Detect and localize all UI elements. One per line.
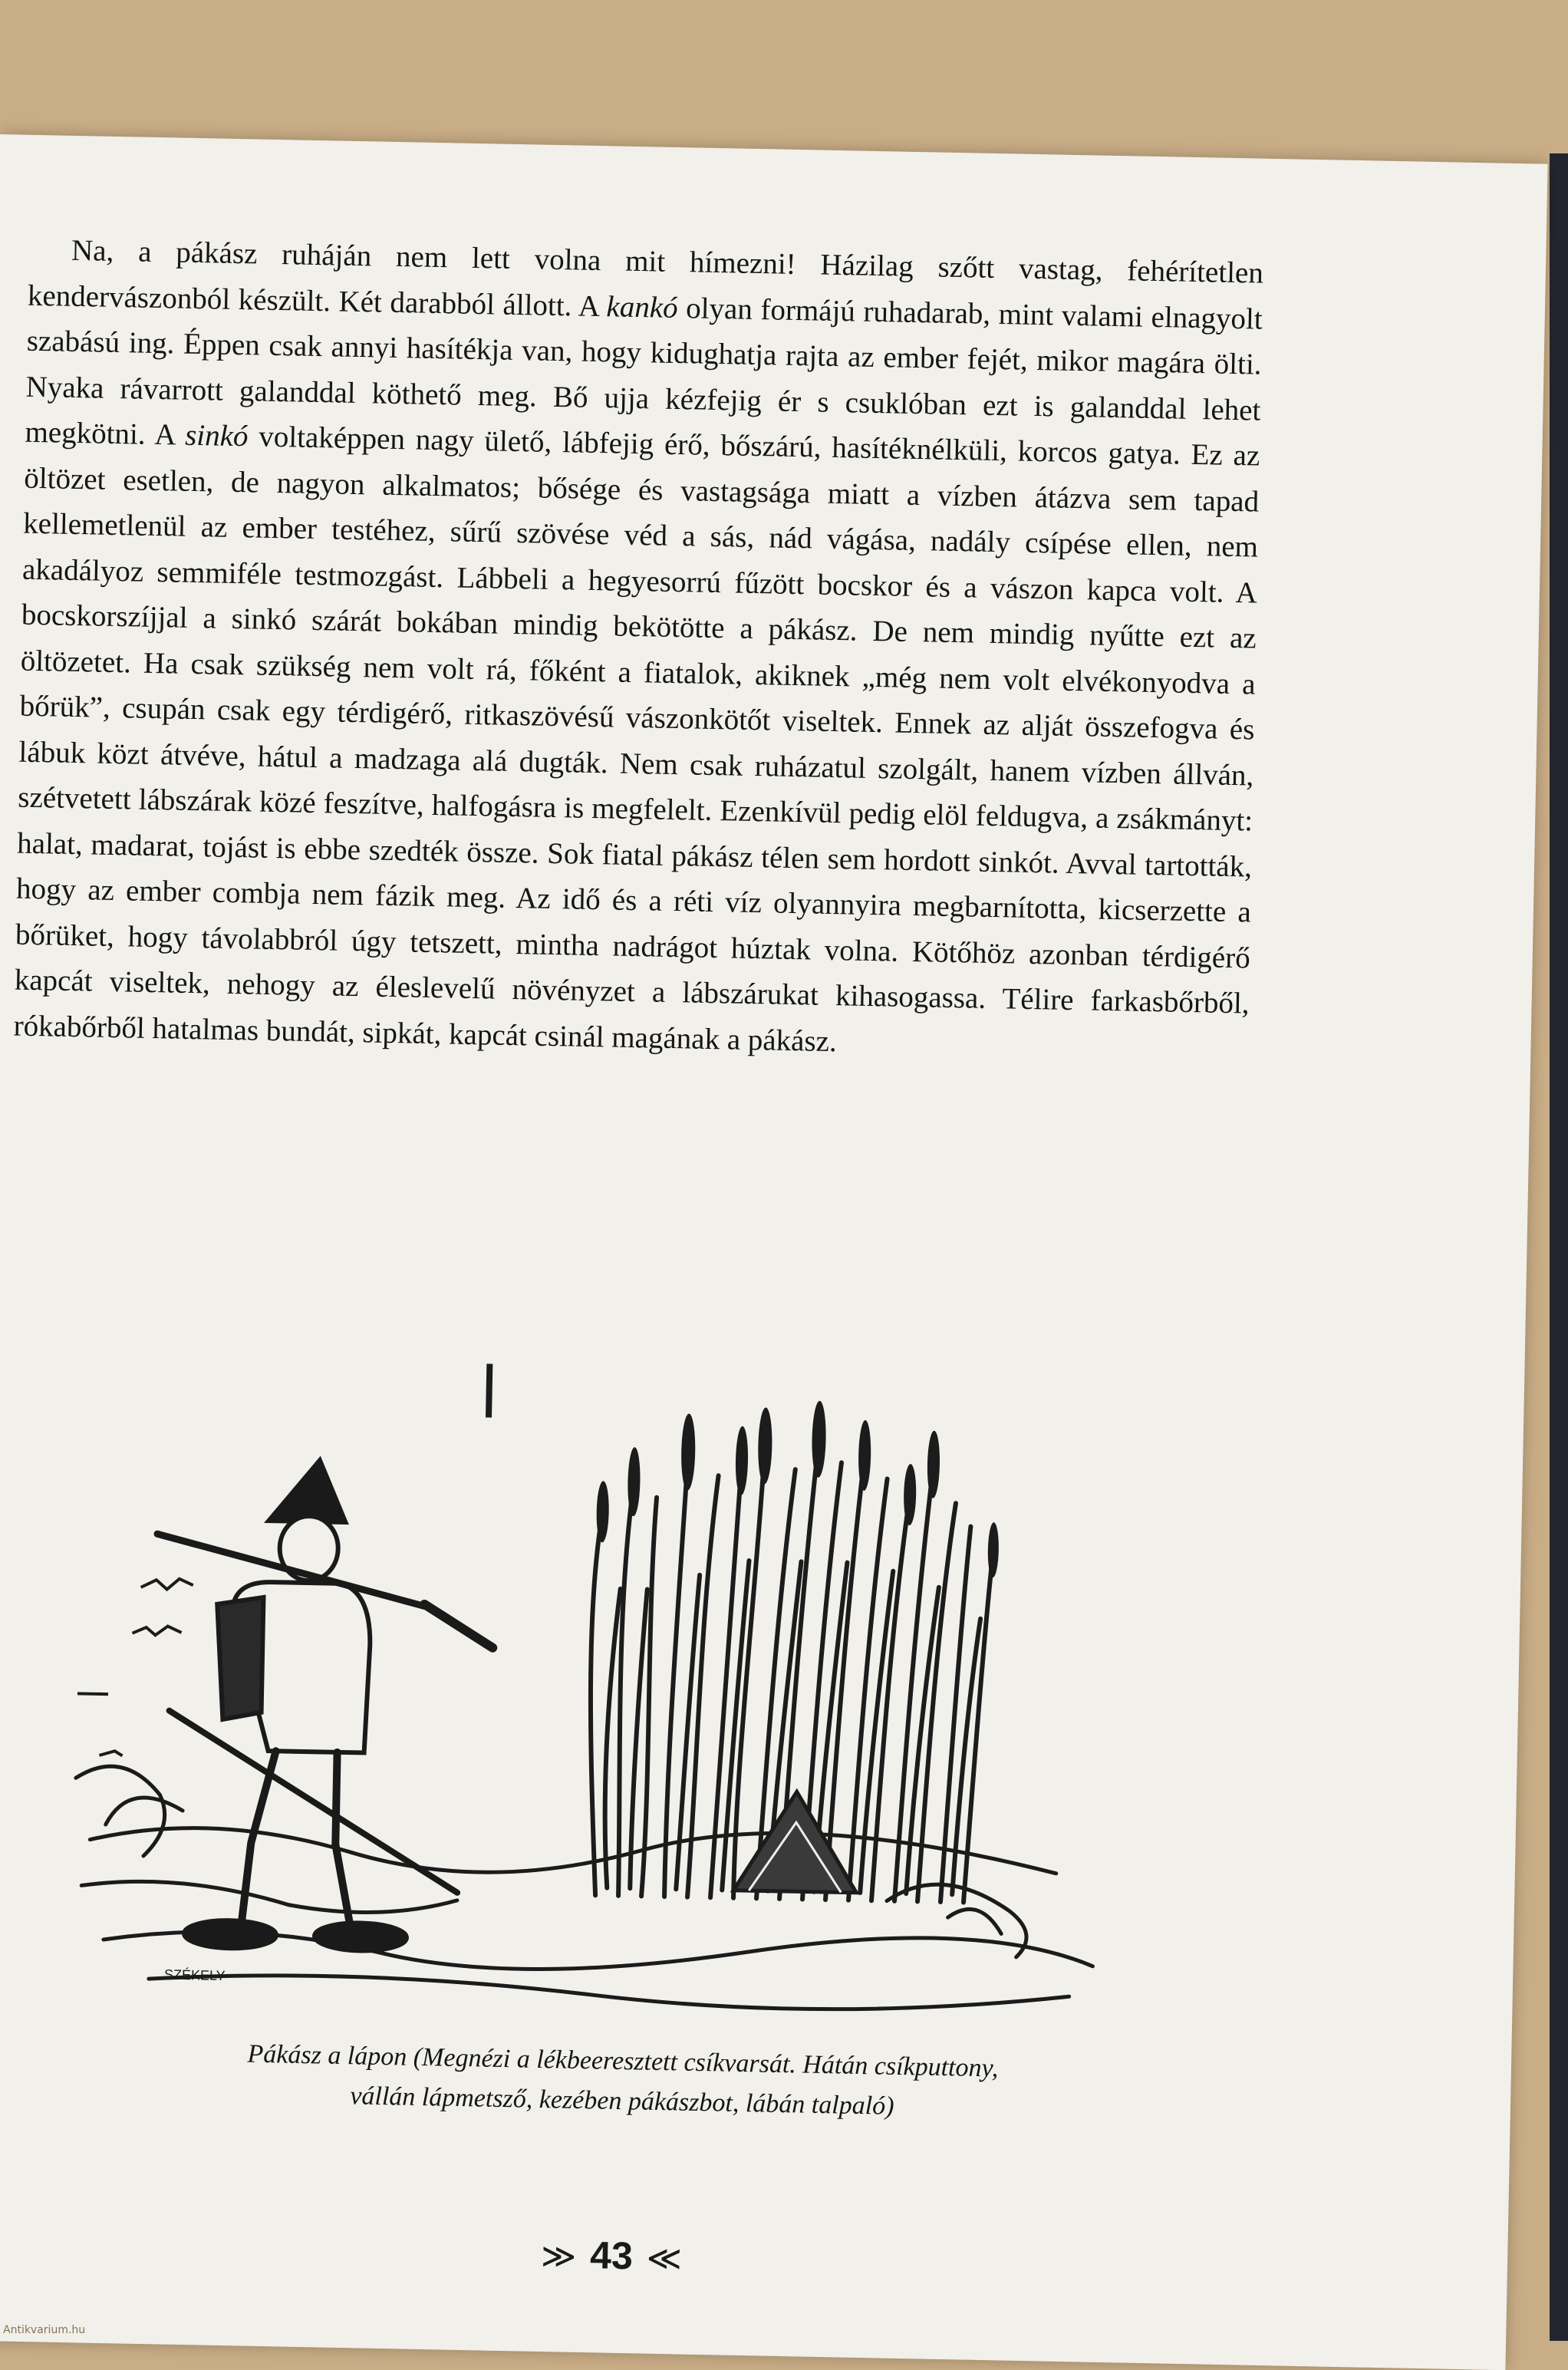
text-segment-1: Na, a pákász ruháján nem lett volna mit hímezni! Házilag szőtt vastag, fehérítetlen kendervászonból készült. Két darabból állott. A: [27, 233, 1264, 323]
body-text: [13, 227, 1263, 1073]
left-ornament-icon: ≫: [540, 2237, 577, 2276]
text-segment-2: olyan formájú ruhadarab, mint valami elnagyolt szabású ing. Éppen csak annyi hasítékja van, hogy kidughatja rajta az ember fejét, mikor magára ölti. Nyaka rávarrott galanddal köthető meg. Bő ujja kézfejig ér s csuklóban ezt is galanddal lehet megkötni. A: [25, 291, 1263, 452]
pakasz-figure: [150, 1457, 496, 1953]
book-page: [0, 134, 1548, 2370]
text-segment-3: voltaképpen nagy ülető, lábfejig érő, bőszárú, hasítéknélküli, korcos gatya. Ez az öltözet esetlen, de nagyon alkalmatos; bősége és vastagsága miatt a vízben átázva sem tapad kellemetlenül az ember testéhez, sűrű szövése véd a sás, nád vágása, nadály csípése ellen, nem akadályoz semmiféle testmozgást. Lábbeli a hegyesorrú fűzött bocskor és a vászon kapca volt. A bocskorszíjjal a sinkó szárát bokában mindig bekötötte a pákász. De nem mindig nyűtte ezt az öltözetet. Ha csak szükség nem volt rá, főként a fiatalok, akiknek „még nem volt elvékonyodva a bőrük”, csupán csak egy térdigérő, ritkaszövésű vászonkötőt viseltek. Ennek az alját összefogva és lábuk közt átvéve, hátul a madzaga alá dugták. Nem csak ruházatul szolgált, hanem vízben állván, szétvetett lábszárak közé feszítve, halfogásra is megfelelt. Ezenkívül pedig elöl feldugva, a zsákmányt: halat, madarat, tojást is ebbe szedték össze. Sok fiatal pákász télen sem hordott sinkót. Avval tartották, hogy az ember combja nem fázik meg. Az idő és a réti víz olyannyira megbarnította, kicserzette a bőrüket, hogy távolabbról úgy tetszett, mintha nadrágot húztak volna. Kötőhöz azonban térdigérő kapcát viseltek, nehogy az éleslevelű növényzet a lábszárukat kihasogassa. Télire farkasbőrből, rókabőrből hatalmas bundát, sipkát, kapcát csinál magának a pákász.: [13, 420, 1260, 1058]
page-number-footer: [458, 2230, 766, 2281]
caption-line-1: Pákász a lápon (Megnézi a lékbeeresztett csíkvarsát. Hátán csíkputtony,: [247, 2039, 999, 2083]
caption-line-2: vállán lápmetsző, kezében pákászbot, lábán talpaló): [350, 2082, 894, 2121]
birds: [76, 1577, 193, 1757]
watermark-text: Antikvarium.hu: [3, 2324, 86, 2336]
pakasz-illustration: [56, 1348, 1189, 2045]
main-paragraph: [13, 227, 1263, 1073]
page-number: 43: [589, 2233, 634, 2278]
figure-caption: [77, 2031, 1168, 2131]
term-sinko: sinkó: [184, 418, 249, 453]
term-kanko: kankó: [606, 289, 679, 325]
fish-trap: [733, 1791, 858, 1893]
book-spine-edge: [1550, 153, 1568, 2341]
illustration-signature: SZÉKELY: [163, 1966, 226, 1984]
right-ornament-icon: ≪: [646, 2238, 683, 2279]
